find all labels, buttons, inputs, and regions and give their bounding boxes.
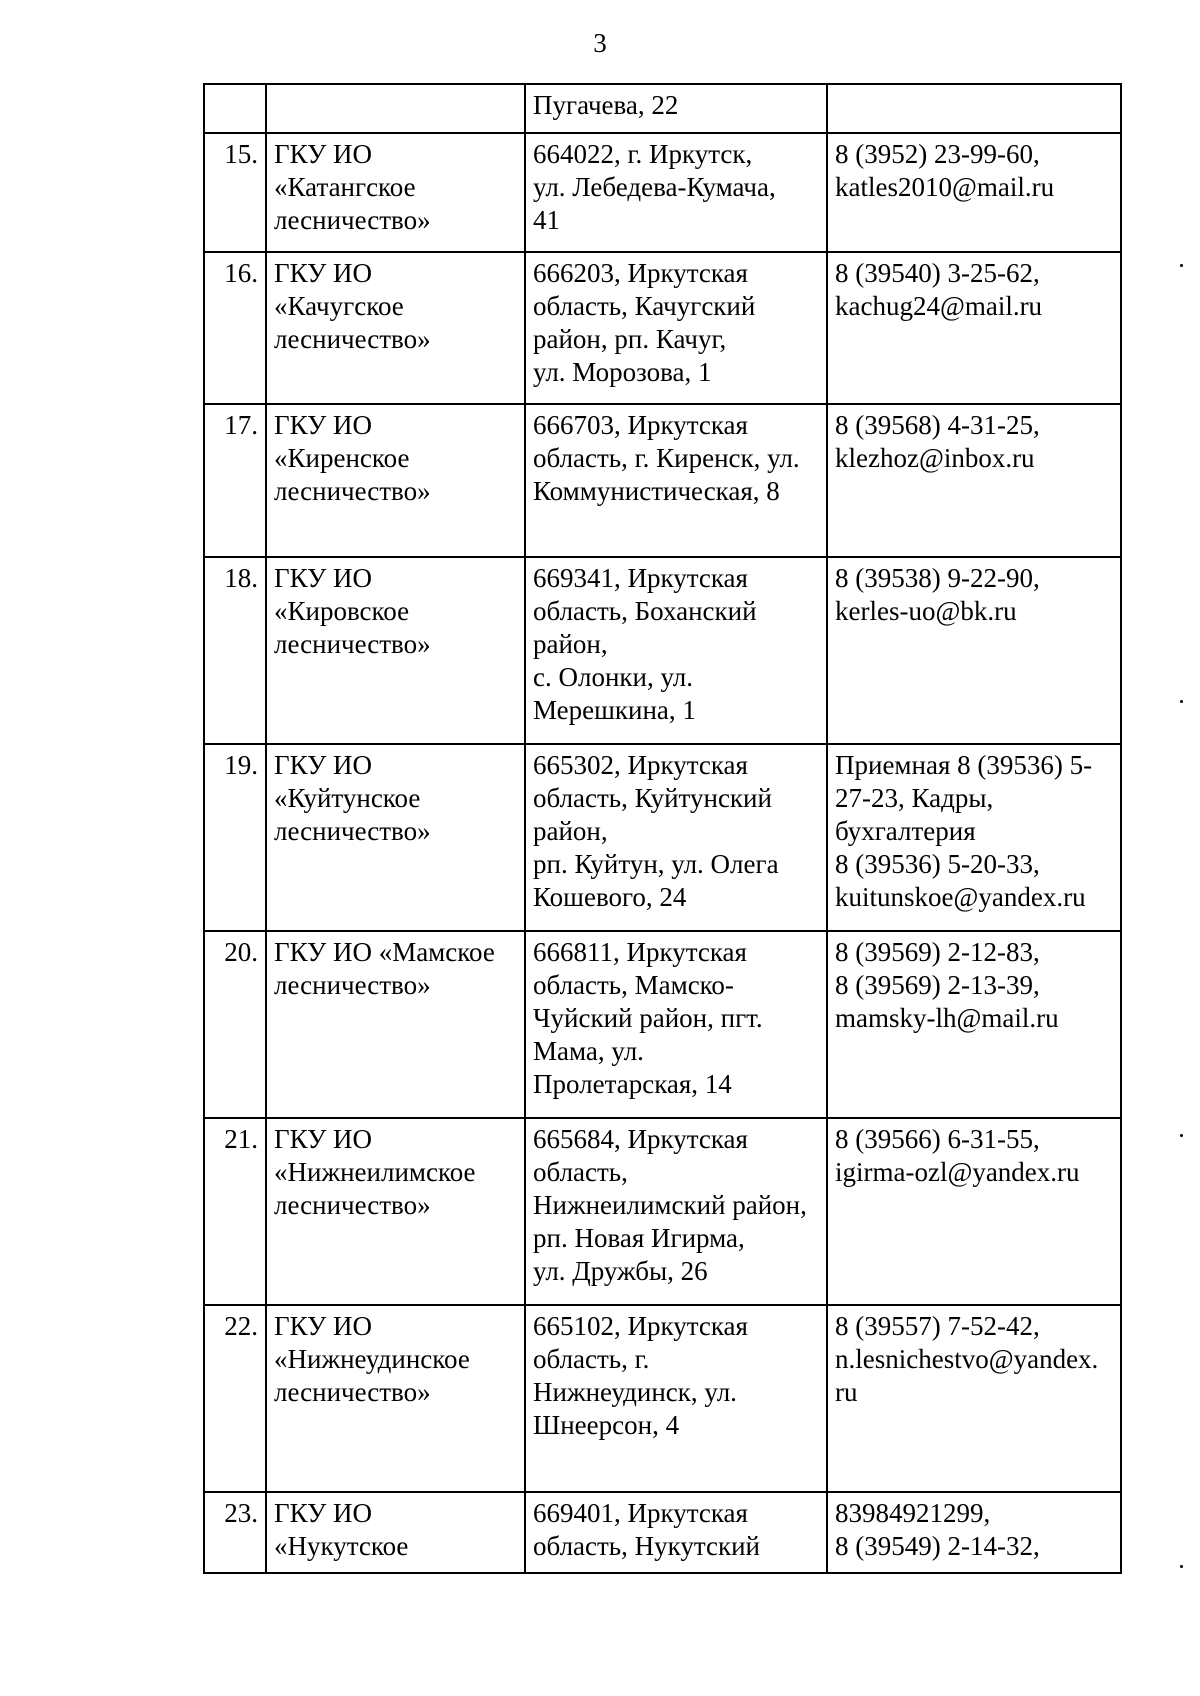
address-line: ул. Морозова, 1: [533, 357, 712, 387]
organization-name-line: лесничество»: [274, 324, 431, 354]
organization-name-cell: [266, 1305, 525, 1492]
address-line: 666703, Иркутская: [533, 410, 748, 440]
contacts-line: katles2010@mail.ru: [835, 172, 1055, 202]
organization-name-line: «Нижнеилимское: [274, 1157, 476, 1187]
contacts-cell: [827, 1118, 1121, 1305]
row-number-cell: [204, 84, 266, 133]
forestry-registry-table: [203, 83, 1122, 1574]
table-body: [204, 84, 1121, 1573]
address-line: 669401, Иркутская: [533, 1498, 748, 1528]
address-cell: [525, 931, 827, 1118]
contacts-cell: [827, 133, 1121, 252]
margin-mark: [1180, 700, 1183, 703]
organization-name-cell: [266, 557, 525, 744]
address-line: 669341, Иркутская: [533, 563, 748, 593]
organization-name-line: ГКУ ИО: [274, 750, 372, 780]
contacts-line: 8 (3952) 23-99-60,: [835, 139, 1040, 169]
margin-mark: [1180, 1134, 1183, 1137]
row-number: 18.: [224, 563, 258, 593]
table-row: [204, 557, 1121, 744]
organization-name-cell: [266, 404, 525, 557]
address-line: с. Олонки, ул.: [533, 662, 694, 692]
address-line: район,: [533, 629, 608, 659]
address-cell: [525, 404, 827, 557]
contacts-line: 8 (39569) 2-13-39,: [835, 970, 1040, 1000]
contacts-line: 8 (39566) 6-31-55,: [835, 1124, 1040, 1154]
organization-name-line: «Нижнеудинское: [274, 1344, 470, 1374]
organization-name-cell: [266, 1118, 525, 1305]
contacts-line: 83984921299,: [835, 1498, 991, 1528]
organization-name-line: ГКУ ИО: [274, 563, 372, 593]
address-line: область, Нукутский: [533, 1531, 760, 1561]
margin-mark: [1180, 264, 1183, 267]
organization-name-cell: [266, 1492, 525, 1573]
address-cell: [525, 557, 827, 744]
row-number-cell: [204, 1118, 266, 1305]
address-line: район, рп. Качуг,: [533, 324, 727, 354]
address-line: Нижнеилимский район,: [533, 1190, 807, 1220]
row-number: 23.: [224, 1498, 258, 1528]
address-line: Шнеерсон, 4: [533, 1410, 680, 1440]
address-line: Кошевого, 24: [533, 882, 687, 912]
organization-name-line: «Катангское: [274, 172, 416, 202]
address-line: область, Мамско-: [533, 970, 734, 1000]
organization-name-line: ГКУ ИО: [274, 1124, 372, 1154]
contacts-line: igirma-ozl@yandex.ru: [835, 1157, 1080, 1187]
row-number: 17.: [224, 410, 258, 440]
organization-name-line: ГКУ ИО «Мамское: [274, 937, 495, 967]
contacts-line: mamsky-lh@mail.ru: [835, 1003, 1059, 1033]
address-line: Чуйский район, пгт.: [533, 1003, 763, 1033]
table-row: [204, 133, 1121, 252]
address-line: Нижнеудинск, ул.: [533, 1377, 737, 1407]
organization-name-line: ГКУ ИО: [274, 1498, 372, 1528]
organization-name-line: лесничество»: [274, 476, 431, 506]
table-row: [204, 252, 1121, 404]
organization-name-line: лесничество»: [274, 1377, 431, 1407]
contacts-cell: [827, 1492, 1121, 1573]
address-cell: [525, 1118, 827, 1305]
contacts-line: 8 (39538) 9-22-90,: [835, 563, 1040, 593]
row-number: 16.: [224, 258, 258, 288]
contacts-cell: [827, 84, 1121, 133]
contacts-line: 8 (39549) 2-14-32,: [835, 1531, 1040, 1561]
contacts-line: 8 (39569) 2-12-83,: [835, 937, 1040, 967]
address-line: область, Куйтунский: [533, 783, 772, 813]
address-line: Пугачева, 22: [533, 90, 679, 120]
organization-name-line: ГКУ ИО: [274, 410, 372, 440]
address-line: область,: [533, 1157, 628, 1187]
contacts-line: Приемная 8 (39536) 5-: [835, 750, 1093, 780]
contacts-cell: [827, 557, 1121, 744]
organization-name-line: лесничество»: [274, 816, 431, 846]
contacts-line: 8 (39540) 3-25-62,: [835, 258, 1040, 288]
contacts-line: ru: [835, 1377, 858, 1407]
contacts-cell: [827, 744, 1121, 931]
address-cell: [525, 133, 827, 252]
address-line: Мерешкина, 1: [533, 695, 696, 725]
address-line: ул. Дружбы, 26: [533, 1256, 708, 1286]
row-number: 15.: [224, 139, 258, 169]
address-line: рп. Новая Игирма,: [533, 1223, 745, 1253]
row-number: 19.: [224, 750, 258, 780]
organization-name-cell: [266, 252, 525, 404]
address-line: 665684, Иркутская: [533, 1124, 748, 1154]
contacts-line: kerles-uo@bk.ru: [835, 596, 1017, 626]
table-row: [204, 404, 1121, 557]
address-line: 664022, г. Иркутск,: [533, 139, 753, 169]
row-number-cell: [204, 404, 266, 557]
address-cell: [525, 252, 827, 404]
organization-name-line: «Киренское: [274, 443, 410, 473]
organization-name-line: «Куйтунское: [274, 783, 421, 813]
margin-mark: [1180, 1565, 1183, 1568]
contacts-line: 27-23, Кадры,: [835, 783, 994, 813]
address-cell: [525, 1492, 827, 1573]
table-row: [204, 931, 1121, 1118]
address-cell: [525, 84, 827, 133]
contacts-line: 8 (39557) 7-52-42,: [835, 1311, 1040, 1341]
organization-name-line: лесничество»: [274, 970, 431, 1000]
address-line: Коммунистическая, 8: [533, 476, 780, 506]
address-line: район,: [533, 816, 608, 846]
contacts-cell: [827, 404, 1121, 557]
organization-name-line: ГКУ ИО: [274, 258, 372, 288]
address-line: рп. Куйтун, ул. Олега: [533, 849, 779, 879]
organization-name-line: «Кировское: [274, 596, 410, 626]
address-line: область, г.: [533, 1344, 650, 1374]
contacts-line: kuitunskoe@yandex.ru: [835, 882, 1086, 912]
organization-name-cell: [266, 133, 525, 252]
contacts-line: n.lesnichestvo@yandex.: [835, 1344, 1099, 1374]
contacts-line: klezhoz@inbox.ru: [835, 443, 1035, 473]
contacts-cell: [827, 252, 1121, 404]
organization-name-line: «Нукутское: [274, 1531, 409, 1561]
address-line: 665102, Иркутская: [533, 1311, 748, 1341]
address-cell: [525, 1305, 827, 1492]
table-row: [204, 1492, 1121, 1573]
row-number: 21.: [224, 1124, 258, 1154]
organization-name-cell: [266, 744, 525, 931]
row-number: 20.: [224, 937, 258, 967]
organization-name-cell: [266, 931, 525, 1118]
contacts-cell: [827, 1305, 1121, 1492]
organization-name-cell: [266, 84, 525, 133]
address-line: ул. Лебедева-Кумача,: [533, 172, 776, 202]
row-number-cell: [204, 557, 266, 744]
contacts-line: 8 (39568) 4-31-25,: [835, 410, 1040, 440]
organization-name-line: лесничество»: [274, 629, 431, 659]
row-number-cell: [204, 931, 266, 1118]
address-line: Мама, ул.: [533, 1036, 644, 1066]
table-row: [204, 1305, 1121, 1492]
contacts-cell: [827, 931, 1121, 1118]
organization-name-line: лесничество»: [274, 205, 431, 235]
organization-name-line: «Качугское: [274, 291, 404, 321]
table-row: [204, 84, 1121, 133]
address-line: 665302, Иркутская: [533, 750, 748, 780]
address-line: 666811, Иркутская: [533, 937, 747, 967]
address-line: 666203, Иркутская: [533, 258, 748, 288]
address-line: 41: [533, 205, 560, 235]
contacts-line: 8 (39536) 5-20-33,: [835, 849, 1040, 879]
table-row: [204, 744, 1121, 931]
address-line: область, г. Киренск, ул.: [533, 443, 800, 473]
row-number-cell: [204, 252, 266, 404]
address-cell: [525, 744, 827, 931]
address-line: Пролетарская, 14: [533, 1069, 732, 1099]
organization-name-line: лесничество»: [274, 1190, 431, 1220]
row-number-cell: [204, 133, 266, 252]
address-line: область, Боханский: [533, 596, 757, 626]
address-line: область, Качугский: [533, 291, 756, 321]
row-number: 22.: [224, 1311, 258, 1341]
row-number-cell: [204, 744, 266, 931]
contacts-line: бухгалтерия: [835, 816, 976, 846]
contacts-line: kachug24@mail.ru: [835, 291, 1043, 321]
table-row: [204, 1118, 1121, 1305]
row-number-cell: [204, 1492, 266, 1573]
page-number: 3: [593, 28, 607, 58]
row-number-cell: [204, 1305, 266, 1492]
organization-name-line: ГКУ ИО: [274, 1311, 372, 1341]
organization-name-line: ГКУ ИО: [274, 139, 372, 169]
